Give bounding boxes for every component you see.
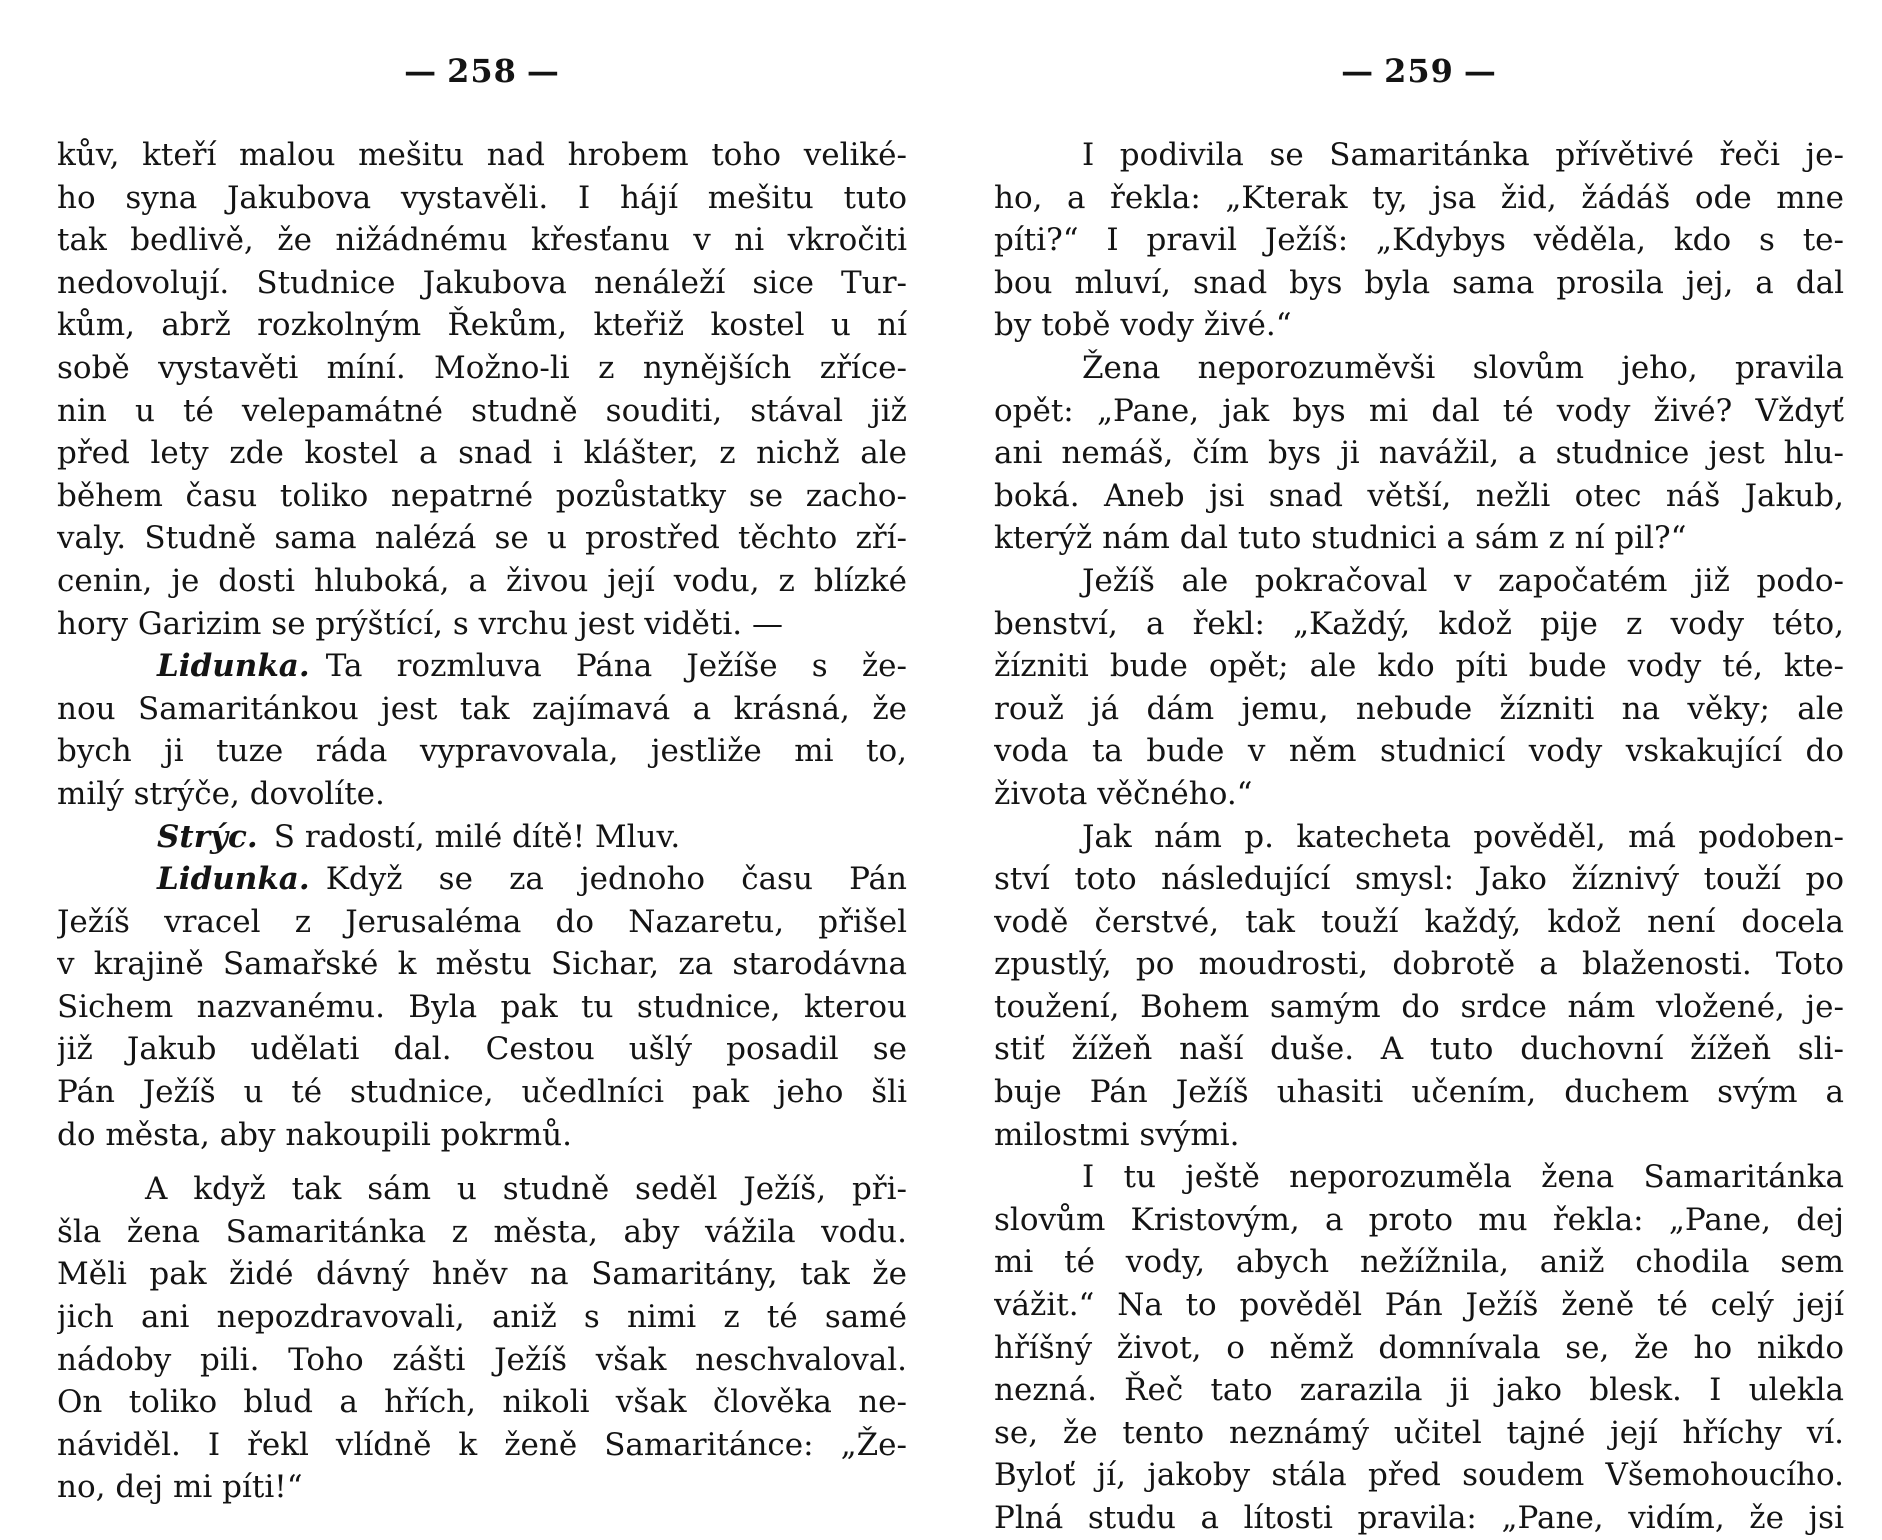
text-line: Měli pak židé dávný hněv na Samaritány, tak že xyxy=(57,1256,907,1293)
text-line: do města, aby nakoupili pokrmů. xyxy=(57,1116,572,1153)
text-line: I tu ještě neporozuměla žena Samaritánka xyxy=(1082,1159,1844,1196)
text-line: rouž já dám jemu, nebude žízniti na věky; ale xyxy=(994,690,1844,727)
text-line: během času toliko nepatrné pozůstatky se zacho- xyxy=(57,477,907,514)
page-number-right-value: 259 xyxy=(1384,52,1454,90)
text-line: mi té vody, abych nežížnila, aniž chodila sem xyxy=(994,1244,1844,1281)
text-line: píti?“ I pravil Ježíš: „Kdybys věděla, kdo s te- xyxy=(994,222,1844,259)
text-line: náviděl. I řekl vlídně k ženě Samaritánce: „Že- xyxy=(57,1426,907,1463)
text-line: boká. Aneb jsi snad větší, nežli otec náš Jakub, xyxy=(994,477,1844,514)
text-line: kův, kteří malou mešitu nad hrobem toho veliké- xyxy=(57,137,907,173)
text-line: milý strýče, dovolíte. xyxy=(57,775,385,812)
text-line: Pán Ježíš u té studnice, učedlníci pak jeho šli xyxy=(57,1074,907,1111)
dialogue-line xyxy=(57,816,907,859)
text-line: jich ani nepozdravovali, aniž s nimi z té samé xyxy=(57,1299,907,1336)
text-line: nezná. Řeč tato zarazila ji jako blesk. I ulekla xyxy=(994,1372,1844,1409)
text-line: valy. Studně sama nalézá se u prostřed těchto zří- xyxy=(57,520,907,557)
text-line: milostmi svými. xyxy=(994,1116,1240,1153)
dialogue-line xyxy=(57,645,907,688)
text-line: hory Garizim se prýštící, s vrchu jest viděti. — xyxy=(57,605,783,642)
text-line: ství toto následující smysl: Jako žíznivý touží po xyxy=(994,861,1844,898)
text-line: stiť žížeň naší duše. A tuto duchovní žížeň sli- xyxy=(994,1031,1844,1068)
text-line: kům, abrž rozkolným Řekům, kteřiž kostel u ní xyxy=(57,307,907,344)
text-line: A když tak sám u studně seděl Ježíš, při- xyxy=(145,1171,907,1208)
left-page-text xyxy=(57,134,907,1509)
text-line: ho syna Jakubova vystavěli. I hájí mešitu tuto xyxy=(57,179,907,216)
right-page-text xyxy=(994,134,1844,1540)
text-line: zpustlý, po moudrosti, dobrotě a blaženosti. Toto xyxy=(994,946,1844,983)
dialogue-line xyxy=(57,858,907,901)
text-line: šla žena Samaritánka z města, aby vážila vodu. xyxy=(57,1213,907,1250)
text-line: On toliko blud a hřích, nikoli však člověka ne- xyxy=(57,1384,907,1421)
text-line: žízniti bude opět; ale kdo píti bude vody té, kte- xyxy=(994,648,1844,685)
page-number-right: — 259 — xyxy=(1341,52,1497,90)
dialogue-text: S radostí, milé dítě! Mluv. xyxy=(273,818,681,855)
text-line: slovům Kristovým, a proto mu řekla: „Pane, dej xyxy=(994,1201,1844,1238)
text-line: již Jakub udělati dal. Cestou ušlý posadil se xyxy=(57,1031,907,1068)
text-line: Ježíš ale pokračoval v započatém již podo- xyxy=(1082,562,1844,599)
text-line: Byloť jí, jakoby stála před soudem Všemohoucího. xyxy=(994,1457,1844,1494)
page-number-left-value: 258 xyxy=(447,52,517,90)
text-line: Jak nám p. katecheta pověděl, má podoben- xyxy=(1082,818,1844,855)
text-line: opět: „Pane, jak bys mi dal té vody živé? Vždyť xyxy=(994,392,1844,429)
text-line: před lety zde kostel a snad i klášter, z nichž ale xyxy=(57,435,907,472)
text-line: toužení, Bohem samým do srdce nám vložené, je- xyxy=(994,988,1844,1025)
text-line: I podivila se Samaritánka přívětivé řeči je- xyxy=(1082,137,1844,173)
speaker-label: Lidunka. xyxy=(157,648,310,685)
text-line: nedovolují. Studnice Jakubova nenáleží sice Tur- xyxy=(57,264,907,301)
text-line: nin u té velepamátné studně souditi, stával již xyxy=(57,392,907,429)
right-page xyxy=(994,48,1844,1536)
dialogue-text: Ta rozmluva Pána Ježíše s že- xyxy=(325,648,907,685)
text-line: života věčného.“ xyxy=(994,775,1253,812)
text-line: Ježíš vracel z Jerusaléma do Nazaretu, přišel xyxy=(57,903,907,940)
text-line: vážit.“ Na to pověděl Pán Ježíš ženě té celý její xyxy=(994,1287,1844,1324)
text-line: buje Pán Ježíš uhasiti učením, duchem svým a xyxy=(994,1074,1844,1111)
text-line: nou Samaritánkou jest tak zajímavá a krásná, že xyxy=(57,690,907,727)
text-line: v krajině Samařské k městu Sichar, za starodávna xyxy=(57,946,907,983)
text-line: nádoby pili. Toho zášti Ježíš však neschvaloval. xyxy=(57,1341,907,1378)
text-line: Žena neporozuměvši slovům jeho, pravila xyxy=(1082,349,1844,386)
text-line: voda ta bude v něm studnicí vody vskakující do xyxy=(994,733,1844,770)
text-line: benství, a řekl: „Každý, kdož pije z vody této, xyxy=(994,605,1844,642)
text-line: no, dej mi píti!“ xyxy=(57,1469,303,1506)
left-page xyxy=(57,48,907,1506)
speaker-label: Strýc. xyxy=(157,818,258,855)
text-line: ani nemáš, čím bys ji navážil, a studnice jest hlu- xyxy=(994,435,1844,472)
text-line: Sichem nazvanému. Byla pak tu studnice, kterou xyxy=(57,988,907,1025)
text-line: se, že tento neznámý učitel tajné její hříchy ví. xyxy=(994,1414,1844,1451)
text-line: hříšný život, o němž domnívala se, že ho nikdo xyxy=(994,1329,1844,1366)
text-line: vodě čerstvé, tak touží každý, kdož není docela xyxy=(994,903,1844,940)
page-number-left: — 258 — xyxy=(404,52,560,90)
dialogue-text: Když se za jednoho času Pán xyxy=(325,861,907,898)
text-line: by tobě vody živé.“ xyxy=(994,307,1292,344)
text-line: tak bedlivě, že nižádnému křesťanu v ni vkročiti xyxy=(57,222,907,259)
text-line: Plná studu a lítosti pravila: „Pane, vidím, že jsi xyxy=(994,1500,1844,1536)
text-line: sobě vystavěti míní. Možno-li z nynějších zříce- xyxy=(57,349,907,386)
text-line: kterýž nám dal tuto studnici a sám z ní pil?“ xyxy=(994,520,1687,557)
speaker-label: Lidunka. xyxy=(157,861,310,898)
text-line: bou mluví, snad bys byla sama prosila jej, a dal xyxy=(994,264,1844,301)
text-line: ho, a řekla: „Kterak ty, jsa žid, žádáš ode mne xyxy=(994,179,1844,216)
text-line: bych ji tuze ráda vypravovala, jestliže mi to, xyxy=(57,733,907,770)
text-line: cenin, je dosti hluboká, a živou její vodu, z blízké xyxy=(57,562,907,599)
